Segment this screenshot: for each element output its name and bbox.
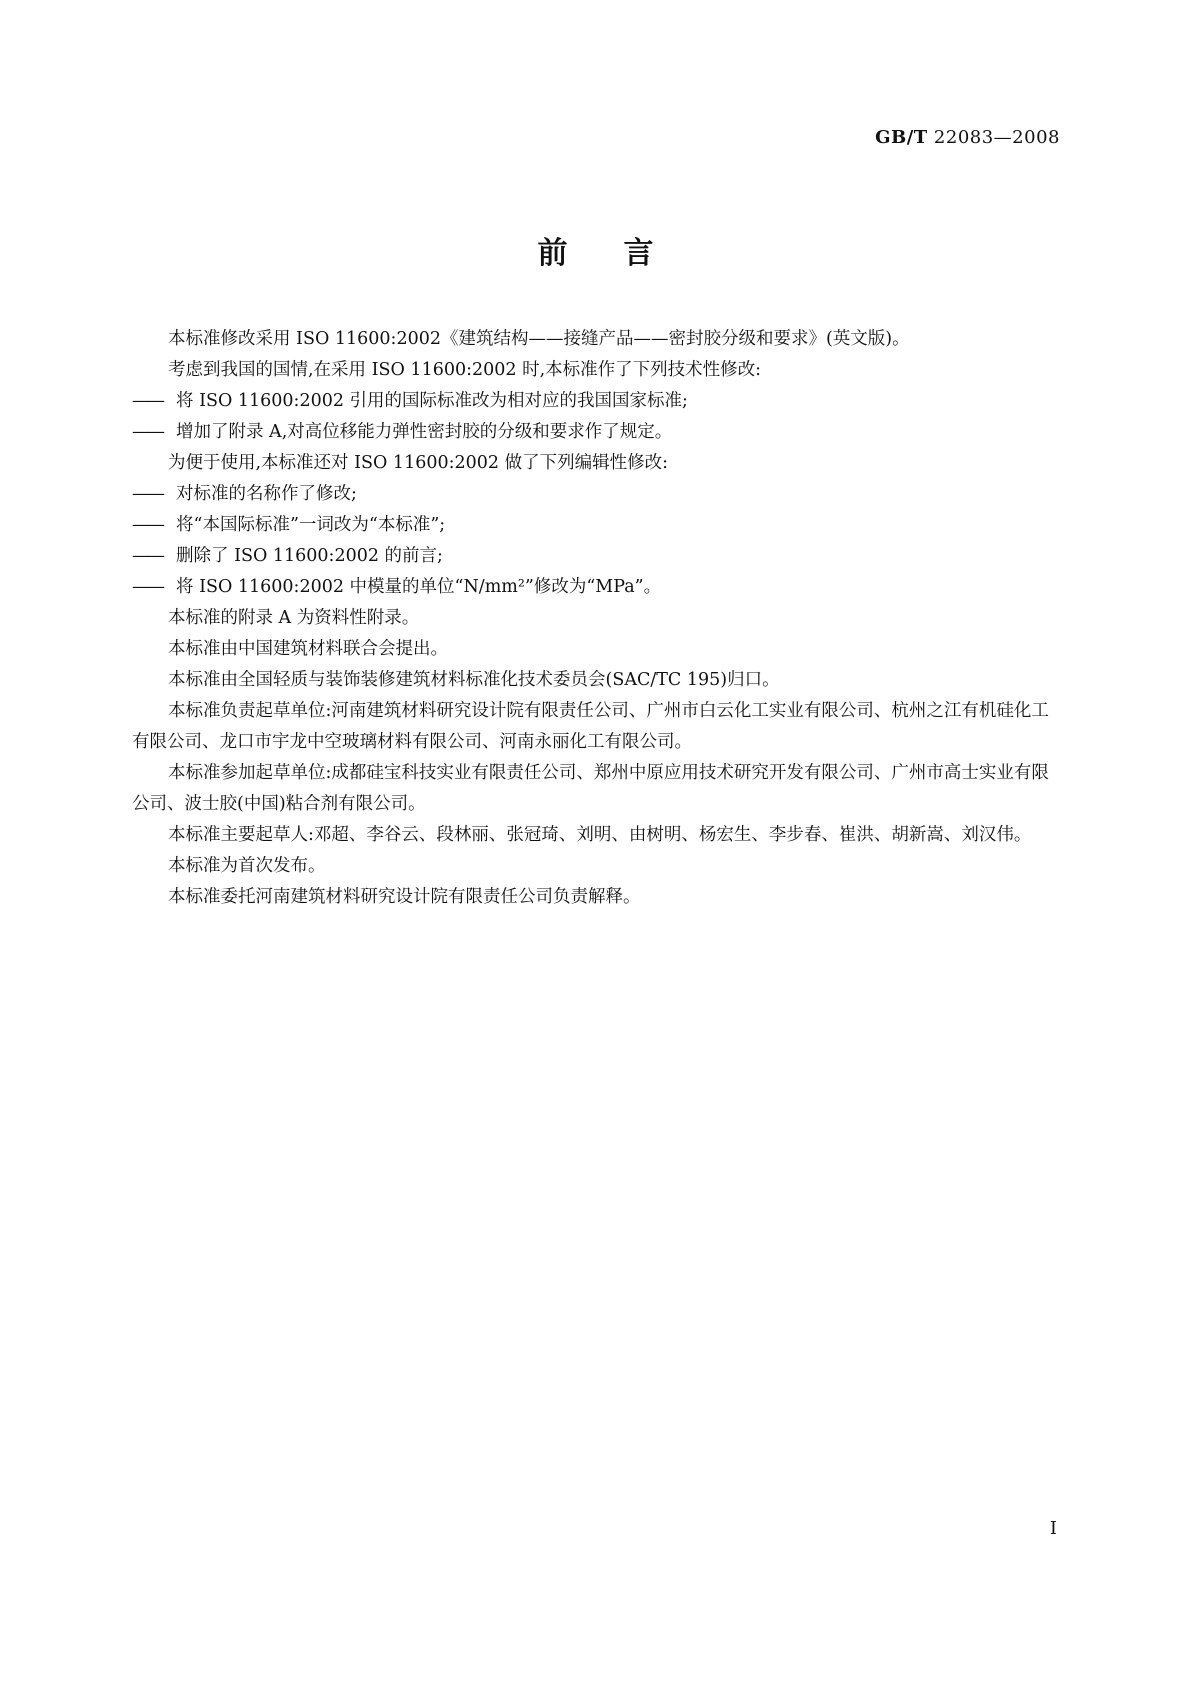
- paragraph-technical-intro: 考虑到我国的国情,在采用 ISO 11600:2002 时,本标准作了下列技术性修改:: [168, 360, 762, 380]
- paragraph-lead-drafters: 本标准负责起草单位:河南建筑材料研究设计院有限责任公司、广州市白云化工实业有限公司、杭州之江有机硅化工有限公司、龙口市宇龙中空玻璃材料有限公司、河南永丽化工有限公司。: [132, 701, 1049, 752]
- list-item-technical-2: —— 增加了附录 A,对高位移能力弹性密封胶的分级和要求作了规定。: [132, 417, 1062, 448]
- foreword-body: [132, 324, 1062, 913]
- list-item-technical-1: —— 将 ISO 11600:2002 引用的国际标准改为相对应的我国国家标准;: [132, 386, 1062, 417]
- paragraph-annex: 本标准的附录 A 为资料性附录。: [168, 608, 420, 628]
- list-item-editorial-1: —— 对标准的名称作了修改;: [132, 479, 1062, 510]
- list-item-editorial-2: —— 将“本国际标准”一词改为“本标准”;: [132, 510, 1062, 541]
- paragraph-interpretation: 本标准委托河南建筑材料研究设计院有限责任公司负责解释。: [168, 887, 641, 907]
- paragraph-editorial-intro: 为便于使用,本标准还对 ISO 11600:2002 做了下列编辑性修改:: [168, 453, 668, 473]
- standard-number: 22083—2008: [933, 127, 1060, 148]
- list-item-editorial-3: —— 删除了 ISO 11600:2002 的前言;: [132, 541, 1062, 572]
- paragraph-proposer: 本标准由中国建筑材料联合会提出。: [168, 639, 448, 659]
- page-title: 前言: [537, 236, 710, 271]
- paragraph-adoption: 本标准修改采用 ISO 11600:2002《建筑结构——接缝产品——密封胶分级和要求》(英文版)。: [168, 329, 910, 349]
- paragraph-committee: 本标准由全国轻质与装饰装修建筑材料标准化技术委员会(SAC/TC 195)归口。: [168, 670, 780, 690]
- list-item-editorial-4: —— 将 ISO 11600:2002 中模量的单位“N/mm²”修改为“MPa”。: [132, 572, 1062, 603]
- standard-prefix: GB/T: [875, 127, 928, 148]
- paragraph-participating-drafters: 本标准参加起草单位:成都硅宝科技实业有限责任公司、郑州中原应用技术研究开发有限公司、广州市高士实业有限公司、波士胶(中国)粘合剂有限公司。: [132, 763, 1049, 814]
- paragraph-first-release: 本标准为首次发布。: [168, 856, 326, 876]
- document-code: [875, 127, 1060, 148]
- paragraph-main-authors: 本标准主要起草人:邓超、李谷云、段林丽、张冠琦、刘明、由树明、杨宏生、李步春、崔洪、胡新嵩、刘汉伟。: [168, 825, 1032, 845]
- page-number: I: [1049, 1518, 1057, 1539]
